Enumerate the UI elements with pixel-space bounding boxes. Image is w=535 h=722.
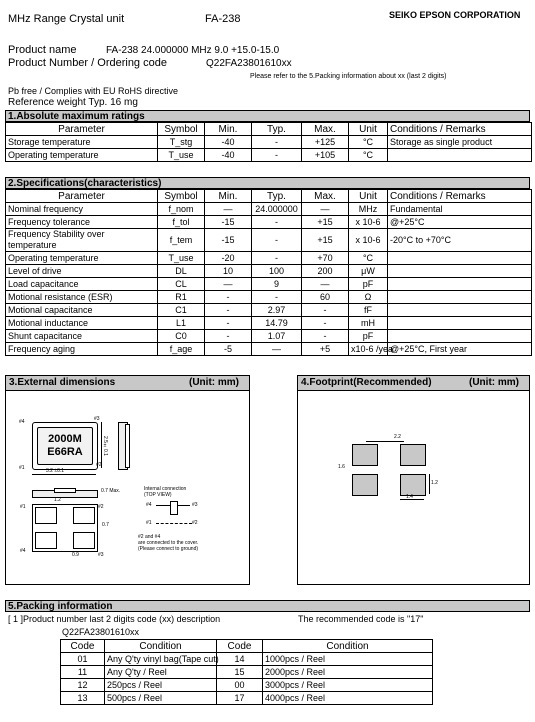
cell: - (205, 291, 252, 304)
cell: Motional resistance (ESR) (6, 291, 158, 304)
footprint-pad-2 (400, 474, 426, 496)
cell: fF (349, 304, 388, 317)
crystal-symbol (170, 501, 178, 515)
packing-note: Please refer to the 5.Packing information about xx (last 2 digits) (250, 73, 447, 80)
cell: - (252, 252, 302, 265)
external-dimensions-unit: (Unit: mm) (189, 377, 239, 388)
bottom-pin-label-3: #3 (98, 552, 104, 558)
pad-pitch-dimension: 1.2 (54, 497, 61, 503)
cell: Nominal frequency (6, 203, 158, 216)
cell: 01 (61, 653, 105, 666)
header-cell: Typ. (252, 190, 302, 203)
cell: f_tol (158, 216, 205, 229)
ordering-code-label: Product Number / Ordering code (8, 57, 167, 69)
pin-label-3: #3 (94, 416, 100, 422)
cell: -5 (205, 343, 252, 356)
cell: 100 (252, 265, 302, 278)
cell: @+25°C (388, 216, 532, 229)
cell: - (205, 317, 252, 330)
table-row (6, 343, 532, 356)
cell: Frequency aging (6, 343, 158, 356)
cell: °C (349, 136, 388, 149)
cell: - (252, 136, 302, 149)
header-cell: Conditions / Remarks (388, 123, 532, 136)
cell: 4000pcs / Reel (263, 692, 433, 705)
header-cell: Conditions / Remarks (388, 190, 532, 203)
product-name-label: Product name (8, 44, 77, 56)
table-row (61, 653, 433, 666)
conn-pin-4: #4 (146, 502, 152, 508)
cell: +105 (302, 149, 349, 162)
internal-note-2: are connected to the cover. (138, 540, 199, 546)
footprint-right-dimension-line (429, 474, 430, 494)
cell: 24.000000 (252, 203, 302, 216)
reference-weight: Reference weight Typ. 16 mg (8, 97, 138, 108)
internal-connection-diagram (146, 500, 198, 530)
table-row (61, 679, 433, 692)
internal-connection-title: Internal connection (144, 486, 187, 492)
bottom-pin-label-1: #1 (20, 504, 26, 510)
cell: -15 (205, 216, 252, 229)
cell: mH (349, 317, 388, 330)
table-row (6, 229, 532, 252)
footprint-left-dimension: 1.6 (338, 464, 345, 470)
width-dimension: 2.5±0.1 (102, 436, 108, 456)
header-cell: Condition (105, 640, 217, 653)
rohs-statement: Pb free / Complies with EU RoHS directive (8, 86, 179, 96)
cell: x 10-6 (349, 229, 388, 252)
header-cell: Symbol (158, 190, 205, 203)
cell: 200 (302, 265, 349, 278)
package-top-view (32, 422, 98, 470)
cell: MHz (349, 203, 388, 216)
table-header-row (6, 123, 532, 136)
packing-table (60, 639, 433, 705)
packing-code-prefix: Q22FA23801610xx (62, 627, 140, 637)
cell: Fundamental (388, 203, 532, 216)
section-packing-title: 5.Packing information (5, 600, 530, 612)
table-row (6, 252, 532, 265)
cell: f_tem (158, 229, 205, 252)
footprint-header (298, 376, 529, 391)
cell: -15 (205, 229, 252, 252)
cell: T_stg (158, 136, 205, 149)
company-name: SEIKO EPSON CORPORATION (389, 10, 521, 20)
cell: 17 (217, 692, 263, 705)
cell (388, 278, 532, 291)
header-cell: Parameter (6, 190, 158, 203)
cell: -40 (205, 136, 252, 149)
header-cell: Max. (302, 123, 349, 136)
cell (388, 149, 532, 162)
header-cell: Unit (349, 190, 388, 203)
cell: -40 (205, 149, 252, 162)
cell: 00 (217, 679, 263, 692)
conn-pin-3: #3 (192, 502, 198, 508)
marking-line-1: 2000M (48, 433, 82, 445)
pad-width-dimension: 0.9 (72, 552, 79, 558)
recommended-code: The recommended code is "17" (298, 614, 424, 624)
header-cell: Typ. (252, 123, 302, 136)
internal-note-3: (Please connect to ground) (138, 546, 199, 552)
package-side-lid (125, 424, 130, 468)
cell (388, 291, 532, 304)
header-cell: Condition (263, 640, 433, 653)
cell: — (302, 203, 349, 216)
cell: C1 (158, 304, 205, 317)
cell: 1.07 (252, 330, 302, 343)
table-row (6, 136, 532, 149)
cell: f_nom (158, 203, 205, 216)
cell: Storage temperature (6, 136, 158, 149)
footprint-unit: (Unit: mm) (469, 377, 519, 388)
marking-line-2: E66RA (47, 446, 83, 458)
cell: — (252, 343, 302, 356)
header-cell: Symbol (158, 123, 205, 136)
conn-pin-2: #2 (192, 520, 198, 526)
internal-note-1: #2 and #4 (138, 534, 161, 540)
cell: μW (349, 265, 388, 278)
table-row (6, 291, 532, 304)
table-row (6, 304, 532, 317)
pad-1 (35, 507, 57, 524)
pad-3 (73, 532, 95, 549)
cell: pF (349, 330, 388, 343)
ordering-code-value: Q22FA23801610xx (206, 58, 292, 69)
document-title: MHz Range Crystal unit (8, 13, 125, 25)
section-absolute-max-title: 1.Absolute maximum ratings (5, 110, 530, 122)
table-row (6, 203, 532, 216)
cell: pF (349, 278, 388, 291)
section-specifications-title: 2.Specifications(characteristics) (5, 177, 530, 189)
header-cell: Min. (205, 123, 252, 136)
cell: 2000pcs / Reel (263, 666, 433, 679)
cell: — (205, 278, 252, 291)
conn-wire (156, 505, 170, 506)
cell: +125 (302, 136, 349, 149)
footprint-top-dimension-line (366, 441, 404, 442)
packing-description: [ 1 ]Product number last 2 digits code (xx) description (8, 614, 221, 624)
cell: - (205, 330, 252, 343)
cell: - (252, 216, 302, 229)
header-cell: Code (61, 640, 105, 653)
cell: - (205, 304, 252, 317)
cell: — (205, 203, 252, 216)
cell: - (302, 330, 349, 343)
header-cell: Unit (349, 123, 388, 136)
cell: T_use (158, 149, 205, 162)
table-row (61, 666, 433, 679)
footprint-pad-1 (352, 474, 378, 496)
table-row (6, 265, 532, 278)
cell: Motional inductance (6, 317, 158, 330)
package-bottom-view (32, 504, 98, 552)
cell: - (302, 304, 349, 317)
cell: x10-6 /yea (349, 343, 388, 356)
cell: Frequency tolerance (6, 216, 158, 229)
table-row (61, 692, 433, 705)
cell: 15 (217, 666, 263, 679)
cell: °C (349, 149, 388, 162)
cell: Operating temperature (6, 252, 158, 265)
header-cell: Parameter (6, 123, 158, 136)
cell: Any Q'ty / Reel (105, 666, 217, 679)
table-row (6, 330, 532, 343)
cell: 250pcs / Reel (105, 679, 217, 692)
cell: - (252, 291, 302, 304)
cell: Frequency Stability over temperature (6, 229, 158, 252)
bottom-pin-label-4: #4 (20, 548, 26, 554)
pad-4 (35, 532, 57, 549)
pin-label-1: #1 (19, 465, 25, 471)
internal-connection-subtitle: (TOP VIEW) (144, 492, 172, 498)
external-dimensions-header (6, 376, 249, 391)
cell: Operating temperature (6, 149, 158, 162)
cell: Motional capacitance (6, 304, 158, 317)
cell: Ω (349, 291, 388, 304)
package-front-seal (54, 488, 76, 493)
footprint-panel (297, 375, 530, 585)
cell: °C (349, 252, 388, 265)
table-row (6, 317, 532, 330)
header-cell: Min. (205, 190, 252, 203)
length-dimension-line (32, 474, 96, 475)
cell: 9 (252, 278, 302, 291)
table-header-row (6, 190, 532, 203)
footprint-pad-3 (400, 444, 426, 466)
footprint-top-dimension: 2.2 (394, 434, 401, 440)
height-dimension: 0.7 Max. (101, 488, 121, 494)
footprint-bottom-dimension: 1.4 (406, 494, 413, 500)
product-name-value: FA-238 24.000000 MHz 9.0 +15.0-15.0 (106, 45, 280, 56)
cell: -20°C to +70°C (388, 229, 532, 252)
cell: Shunt capacitance (6, 330, 158, 343)
cell: Any Q'ty vinyl bag(Tape cut) (105, 653, 217, 666)
cell: Level of drive (6, 265, 158, 278)
cell: C0 (158, 330, 205, 343)
cell: +70 (302, 252, 349, 265)
cell: - (302, 317, 349, 330)
cell: 60 (302, 291, 349, 304)
cell: x 10-6 (349, 216, 388, 229)
cell: +15 (302, 216, 349, 229)
cell: 13 (61, 692, 105, 705)
cell: +5 (302, 343, 349, 356)
pad-2 (73, 507, 95, 524)
cell: Storage as single product (388, 136, 532, 149)
cell: f_age (158, 343, 205, 356)
cell (388, 330, 532, 343)
cell: @+25°C, First year (388, 343, 532, 356)
pin-label-2: #2 (96, 462, 102, 468)
absolute-max-table (5, 122, 532, 162)
cell (388, 252, 532, 265)
table-header-row (61, 640, 433, 653)
conn-ground-line (156, 523, 192, 524)
external-dimensions-panel (5, 375, 250, 585)
cell: R1 (158, 291, 205, 304)
cell: - (252, 149, 302, 162)
cell: -20 (205, 252, 252, 265)
cell: - (252, 229, 302, 252)
footprint-pad-4 (352, 444, 378, 466)
cell: +15 (302, 229, 349, 252)
bottom-pin-label-2: #2 (98, 504, 104, 510)
pad-height-dimension: 0.7 (102, 522, 109, 528)
conn-pin-1: #1 (146, 520, 152, 526)
length-dimension: 3.2 ±0.1 (46, 468, 65, 474)
cell: 1000pcs / Reel (263, 653, 433, 666)
specifications-table (5, 189, 532, 356)
cell (388, 304, 532, 317)
cell: CL (158, 278, 205, 291)
cell: DL (158, 265, 205, 278)
conn-wire (176, 505, 190, 506)
footprint-right-dimension: 1.2 (431, 480, 438, 486)
table-row (6, 278, 532, 291)
cell: 14 (217, 653, 263, 666)
external-dimensions-title: 3.External dimensions (9, 377, 116, 388)
cell: 14.79 (252, 317, 302, 330)
header-cell: Max. (302, 190, 349, 203)
cell: 500pcs / Reel (105, 692, 217, 705)
cell: 2.97 (252, 304, 302, 317)
cell (388, 317, 532, 330)
header-cell: Code (217, 640, 263, 653)
cell: 10 (205, 265, 252, 278)
pin-label-4: #4 (19, 419, 25, 425)
cell: L1 (158, 317, 205, 330)
table-row (6, 216, 532, 229)
cell: — (302, 278, 349, 291)
footprint-title: 4.Footprint(Recommended) (301, 377, 432, 388)
cell: 3000pcs / Reel (263, 679, 433, 692)
model-name: FA-238 (205, 13, 241, 25)
cell (388, 265, 532, 278)
cell: 11 (61, 666, 105, 679)
cell: Load capacitance (6, 278, 158, 291)
table-row (6, 149, 532, 162)
cell: T_use (158, 252, 205, 265)
cell: 12 (61, 679, 105, 692)
